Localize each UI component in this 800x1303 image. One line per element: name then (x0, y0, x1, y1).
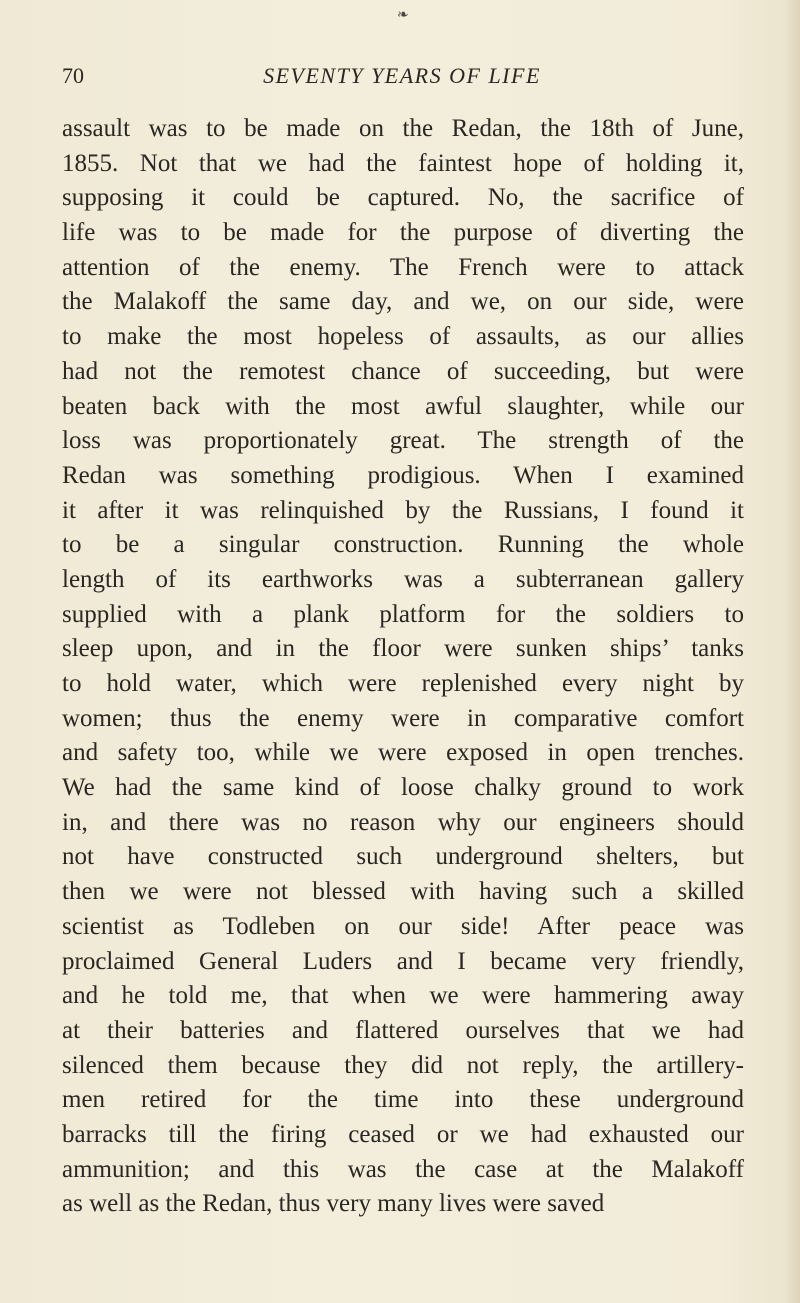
page-edge-shadow (786, 0, 800, 1303)
ornament-mark: ❧ (397, 7, 409, 23)
running-title: SEVENTY YEARS OF LIFE (263, 63, 541, 88)
text-line: 1855. Not that we had the faintest hope of holding it, (62, 149, 744, 177)
text-line: length of its earthworks was a subterranean gallery (62, 565, 744, 593)
page-header (62, 62, 742, 92)
text-line: beaten back with the most awful slaughter, while our (62, 392, 744, 420)
text-line: supposing it could be captured. No, the sacrifice of (62, 184, 744, 212)
body-paragraph (62, 112, 744, 1222)
text-line: the Malakoff the same day, and we, on our side, were (62, 288, 744, 316)
text-line: supplied with a plank platform for the soldiers to (62, 600, 744, 628)
text-line: not have constructed such underground shelters, but (62, 843, 744, 871)
text-line: ammunition; and this was the case at the Malakoff (62, 1155, 744, 1183)
page-number: 70 (62, 63, 84, 88)
text-line: had not the remotest chance of succeeding, but were (62, 357, 744, 385)
text-line: and safety too, while we were exposed in open trenches. (62, 739, 744, 767)
text-line: life was to be made for the purpose of diverting the (62, 219, 744, 247)
text-line: and he told me, that when we were hammering away (62, 982, 744, 1010)
text-line: women; thus the enemy were in comparative comfort (62, 704, 744, 732)
text-line: to hold water, which were replenished every night by (62, 670, 744, 697)
text-line: assault was to be made on the Redan, the 18th of June, (62, 115, 744, 142)
text-line: in, and there was no reason why our engineers should (62, 808, 744, 836)
text-line: to make the most hopeless of assaults, as our allies (62, 323, 744, 351)
text-line: men retired for the time into these underground (62, 1086, 744, 1114)
text-line: then we were not blessed with having such a skilled (62, 878, 744, 906)
text-line: barracks till the firing ceased or we had exhausted our (62, 1120, 744, 1148)
text-line: scientist as Todleben on our side! After peace was (62, 912, 744, 940)
text-line: loss was proportionately great. The strength of the (62, 427, 744, 455)
text-line: as well as the Redan, thus very many lives were saved (62, 1190, 605, 1218)
text-line: Redan was something prodigious. When I examined (62, 461, 744, 489)
text-line: proclaimed General Luders and I became very friendly, (62, 947, 744, 975)
text-line: sleep upon, and in the floor were sunken ships’ tanks (62, 635, 744, 663)
text-line: attention of the enemy. The French were to attack (62, 253, 744, 281)
text-line: at their batteries and flattered ourselves that we had (62, 1016, 744, 1044)
text-line: We had the same kind of loose chalky ground to work (62, 774, 744, 802)
text-line: it after it was relinquished by the Russians, I found it (62, 496, 744, 524)
text-line: silenced them because they did not reply, the artillery- (62, 1051, 744, 1079)
text-line: to be a singular construction. Running the whole (62, 531, 744, 559)
